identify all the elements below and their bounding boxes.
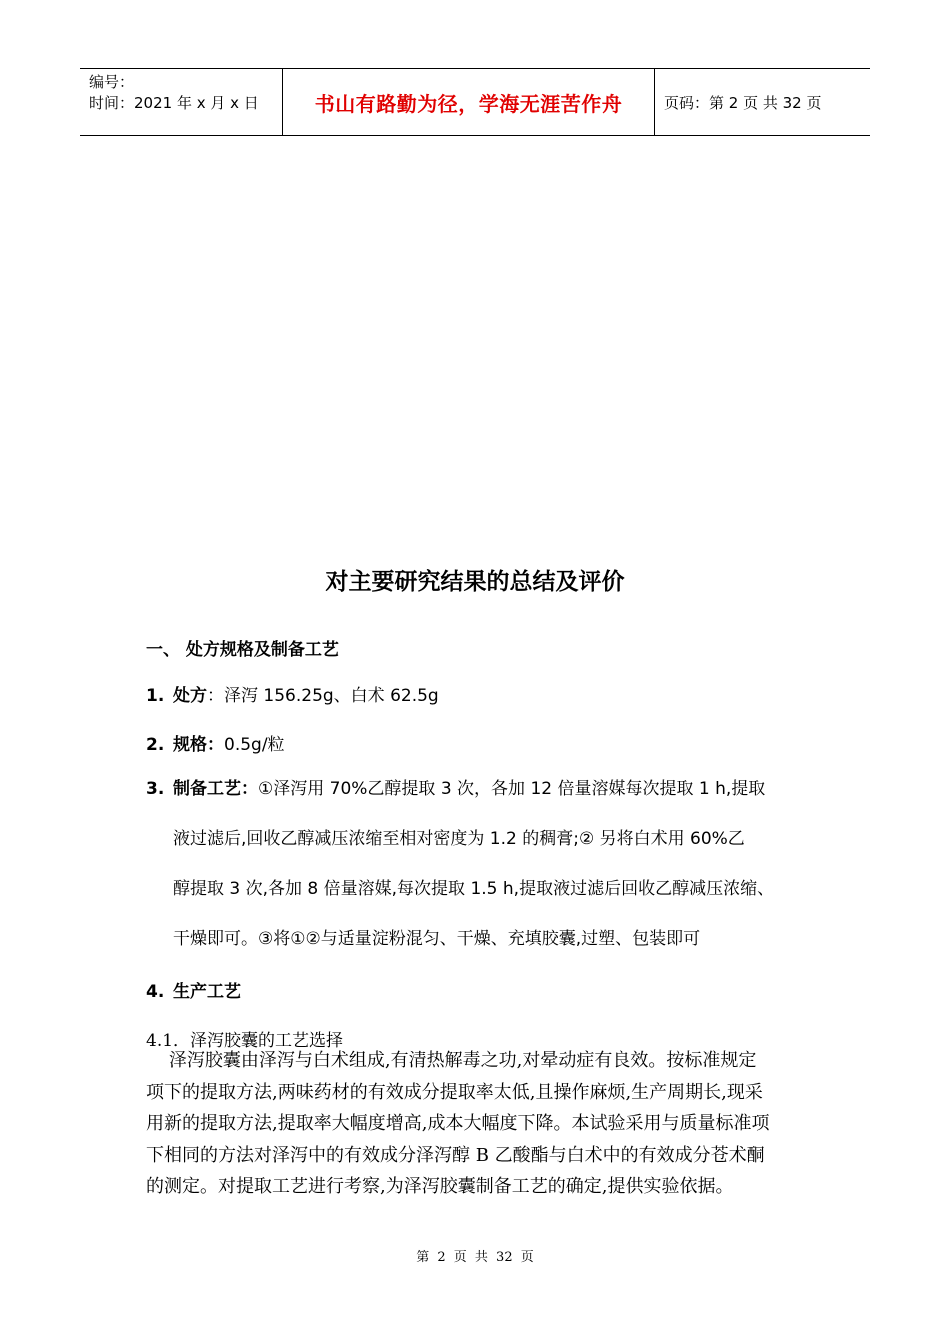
header-table [80, 68, 870, 136]
section-heading: 一、 处方规格及制备工艺 [146, 640, 339, 660]
item-production [146, 977, 241, 1002]
header-left-cell [80, 69, 282, 135]
paragraph-line: 项下的提取方法,两味药材的有效成分提取率太低,且操作麻烦,生产周期长,现采 [146, 1081, 763, 1103]
item-text: 0.5g/粒 [224, 735, 285, 755]
motto: 书山有路勤为径，学海无涯苦作舟 [282, 69, 655, 135]
item-number: 3. [146, 779, 165, 799]
body-paragraph [146, 1045, 816, 1203]
time-label: 时间：2021 年 x 月 x 日 [89, 94, 259, 112]
paragraph-line: 用新的提取方法,提取率大幅度增高,成本大幅度下降。本试验采用与质量标准项 [146, 1113, 770, 1134]
document-title: 对主要研究结果的总结及评价 [325, 569, 625, 595]
item-label: 处方 [173, 686, 207, 706]
paragraph-line: 的测定。对提取工艺进行考察,为泽泻胶囊制备工艺的确定,提供实验依据。 [146, 1176, 734, 1197]
item-preparation [146, 764, 826, 964]
preparation-line: 干燥即可。③将①②与适量淀粉混匀、干燥、充填胶囊,过塑、包装即可 [173, 929, 701, 949]
preparation-line: 液过滤后,回收乙醇减压浓缩至相对密度为 1.2 的稠膏;② 另将白术用 60%乙 [173, 829, 745, 849]
subsection-heading: 4.1．泽泻胶囊的工艺选择 [146, 1031, 344, 1051]
item-number: 1. [146, 686, 165, 706]
item-label: 生产工艺 [173, 982, 241, 1002]
item-number: 2. [146, 735, 165, 755]
item-prescription [146, 681, 439, 706]
paragraph-line: 下相同的方法对泽泻中的有效成分泽泻醇 B 乙酸酯与白术中的有效成分苍术酮 [146, 1144, 765, 1166]
preparation-line [146, 764, 826, 814]
item-number: 4. [146, 982, 165, 1002]
preparation-line: 醇提取 3 次,各加 8 倍量溶媒,每次提取 1.5 h,提取液过滤后回收乙醇减压浓缩、 [173, 879, 775, 899]
preparation-text: ①泽泻用 70%乙醇提取 3 次，各加 12 倍量溶媒每次提取 1 h,提取 [258, 779, 766, 799]
number-label: 编号： [89, 73, 135, 91]
page-info: 页码：第 2 页 共 32 页 [664, 93, 822, 112]
page-footer: 第 2 页 共 32 页 [416, 1250, 534, 1265]
item-text: ：泽泻 156.25g、白术 62.5g [207, 686, 439, 706]
item-label: 规格： [173, 735, 224, 755]
paragraph-line: 泽泻胶囊由泽泻与白术组成,有清热解毒之功,对晕动症有良效。按标准规定 [146, 1050, 757, 1071]
item-specification [146, 730, 285, 755]
item-label: 制备工艺： [173, 779, 258, 799]
